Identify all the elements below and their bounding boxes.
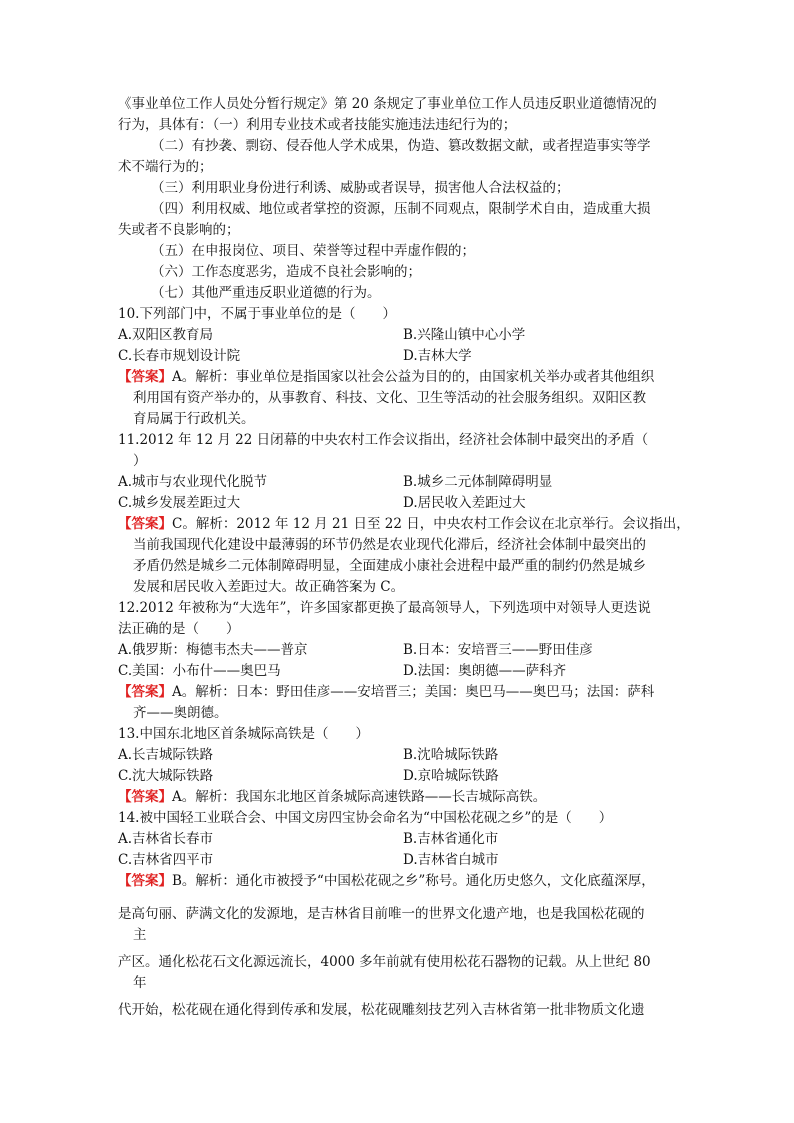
tail-paragraph [118,904,688,1021]
intro-line: （二）有抄袭、剽窃、侵吞他人学术成果，伪造、篡改数据文献，或者捏造事实等学 [151,138,651,154]
answer-line [118,787,688,808]
option-a: A.吉林省长春市 [118,831,214,847]
intro-paragraph [118,94,688,304]
intro-line: 行为，具体有：（一）利用专业技术或者技能实施违法违纪行为的； [118,117,517,133]
question-text: 10.下列部门中，不属于事业单位的是（ ） [118,306,396,322]
answer-text: A。解析：我国东北地区首条城际高速铁路——长吉城际高铁。 [172,789,547,805]
answer-tag: 【答案】 [118,684,172,700]
option-a: A.长吉城际铁路 [118,747,214,763]
intro-line: （四）利用权威、地位或者掌控的资源，压制不同观点，限制学术自由，造成重大损 [151,201,651,217]
question-text: 14.被中国轻工业联合会、中国文房四宝协会命名为“中国松花砚之乡”的是（ ） [118,810,613,826]
question-13 [118,724,688,808]
option-c: C.沈大城际铁路 [118,768,214,784]
answer-line: 矛盾仍然是城乡二元体制障碍明显，全面建成小康社会进程中最严重的制约仍然是城乡 [133,558,646,574]
intro-line: （六）工作态度恶劣，造成不良社会影响的； [151,264,421,280]
question-text: 11.2012 年 12 月 22 日闭幕的中央农村工作会议指出，经济社会体制中最突出的矛盾（ [118,432,649,448]
option-b: B.沈哈城际铁路 [403,747,499,763]
answer-line: 当前我国现代化建设中最薄弱的环节仍然是农业现代化滞后，经济社会体制中最突出的 [133,537,646,553]
answer-line: 育局属于行政机关。 [133,411,255,427]
tail-line: 年 [133,975,147,991]
intro-line: （五）在申报岗位、项目、荣誉等过程中弄虚作假的； [151,243,475,259]
answer-tag: 【答案】 [118,369,172,385]
option-b: B.兴隆山镇中心小学 [403,327,526,343]
option-c: C.城乡发展差距过大 [118,495,241,511]
answer-text: A。解析：日本：野田佳彦——安培晋三；美国：奥巴马——奥巴马；法国：萨科 [172,684,655,700]
answer-line [118,367,688,388]
question-text: 12.2012 年被称为“大选年”，许多国家都更换了最高领导人，下列选项中对领导人更迭说 [118,600,651,616]
question-text: 13.中国东北地区首条城际高铁是（ ） [118,726,369,742]
answer-line [118,871,688,892]
answer-text: B。解析：通化市被授予“中国松花砚之乡”称号。通化历史悠久，文化底蕴深厚， [172,873,655,889]
option-c: C.美国：小布什——奥巴马 [118,663,281,679]
answer-line: 齐——奥朗德。 [133,705,228,721]
answer-line [118,682,688,703]
answer-line [118,514,688,535]
option-d: D.吉林省白城市 [403,852,499,868]
answer-line: 利用国有资产举办的，从事教育、科技、文化、卫生等活动的社会服务组织。双阳区教 [133,390,646,406]
answer-tag: 【答案】 [118,789,172,805]
question-text: 法正确的是（ ） [118,621,240,637]
option-a: A.俄罗斯：梅德韦杰夫——普京 [118,642,308,658]
tail-line: 代开始，松花砚在通化得到传承和发展，松花砚雕刻技艺列入吉林省第一批非物质文化遗 [118,1002,645,1018]
intro-line: 《事业单位工作人员处分暂行规定》第 20 条规定了事业单位工作人员违反职业道德情况的 [118,96,657,112]
option-c: C.长春市规划设计院 [118,348,241,364]
answer-tag: 【答案】 [118,516,172,532]
tail-line: 是高句丽、萨满文化的发源地，是吉林省目前唯一的世界文化遗产地，也是我国松花砚的 [118,906,645,922]
tail-line: 主 [133,927,147,943]
intro-line: （七）其他严重违反职业道德的行为。 [151,285,381,301]
intro-line: （三）利用职业身份进行利诱、威胁或者误导，损害他人合法权益的； [151,180,570,196]
option-b: B.吉林省通化市 [403,831,499,847]
question-10 [118,304,688,430]
answer-text: A。解析：事业单位是指国家以社会公益为目的的，由国家机关举办或者其他组织 [172,369,655,385]
answer-text: C。解析：2012 年 12 月 21 日至 22 日，中央农村工作会议在北京举行。会议指出， [172,516,690,532]
option-d: D.吉林大学 [403,348,472,364]
option-d: D.法国：奥朗德——萨科齐 [403,663,567,679]
question-12 [118,598,688,724]
answer-line: 发展和居民收入差距过大。故正确答案为 C。 [133,579,405,595]
question-11 [118,430,688,598]
option-a: A.双阳区教育局 [118,327,214,343]
answer-tag: 【答案】 [118,873,172,889]
option-a: A.城市与农业现代化脱节 [118,474,268,490]
document-page [118,94,688,1021]
tail-line: 产区。通化松花石文化源远流长，4000 多年前就有使用松花石器物的记载。从上世纪 80 [118,954,651,970]
question-14 [118,808,688,892]
option-d: D.京哈城际铁路 [403,768,499,784]
option-d: D.居民收入差距过大 [403,495,526,511]
question-text: ） [133,453,147,469]
intro-line: 失或者不良影响的； [118,222,240,238]
option-b: B.日本：安培晋三——野田佳彦 [403,642,593,658]
option-c: C.吉林省四平市 [118,852,214,868]
intro-line: 术不端行为的； [118,159,213,175]
option-b: B.城乡二元体制障碍明显 [403,474,553,490]
